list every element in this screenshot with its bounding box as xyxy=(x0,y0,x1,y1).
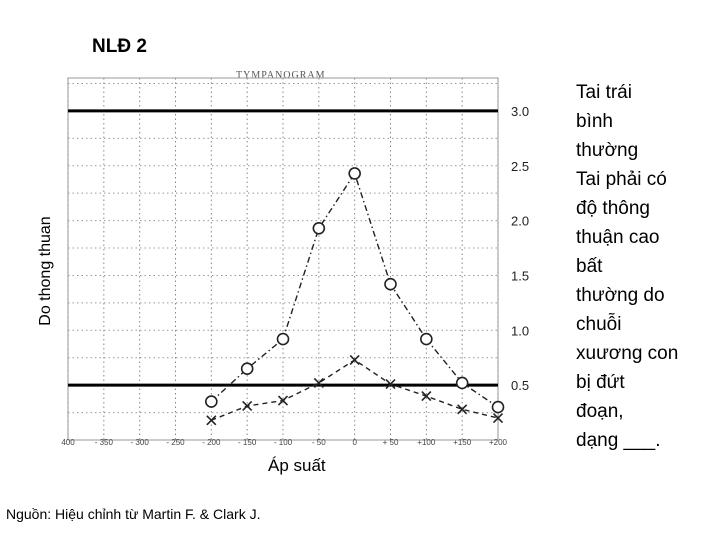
data-point-circle xyxy=(278,334,289,345)
note-line: thường do xyxy=(576,285,665,306)
x-tick-label: 0 xyxy=(352,438,357,447)
data-point-circle xyxy=(349,168,360,179)
note-line: thường xyxy=(576,140,639,161)
y-tick-label: 1.0 xyxy=(511,323,530,339)
note-line: Tai trái xyxy=(576,82,632,103)
note-line: chuỗi xyxy=(576,314,622,335)
x-tick-labels xyxy=(61,438,507,447)
note-line: Tai phải có xyxy=(576,169,667,190)
x-tick-label: + 50 xyxy=(382,438,399,447)
data-point-circle xyxy=(313,223,324,234)
y-tick-label: 2.0 xyxy=(511,213,530,229)
note-line: đoạn, xyxy=(576,401,624,422)
y-tick-label: 1.5 xyxy=(511,268,530,284)
slide-title: NLĐ 2 xyxy=(92,36,147,57)
x-tick-label: - 150 xyxy=(238,438,257,447)
data-point-circle xyxy=(493,402,504,413)
note-line: bị đứt xyxy=(576,372,625,393)
note-line: bất xyxy=(576,256,603,277)
x-tick-label: - 350 xyxy=(94,438,113,447)
data-point-circle xyxy=(421,334,432,345)
data-point-cross xyxy=(422,392,431,401)
x-tick-label: - 50 xyxy=(311,438,326,447)
note-line: độ thông xyxy=(576,198,650,219)
x-tick-label: - 250 xyxy=(166,438,185,447)
data-point-circle xyxy=(242,363,253,374)
x-tick-label: +150 xyxy=(453,438,472,447)
x-tick-label: - 300 xyxy=(130,438,149,447)
data-point-circle xyxy=(206,396,217,407)
note-line: thuận cao xyxy=(576,227,660,248)
source-caption: Nguồn: Hiệu chỉnh từ Martin F. & Clark J. xyxy=(6,506,261,522)
y-tick-label: 0.5 xyxy=(511,378,530,394)
x-tick-label: +100 xyxy=(417,438,436,447)
chart-title: TYMPANOGRAM xyxy=(236,70,326,81)
y-tick-label: 2.5 xyxy=(511,158,530,174)
x-tick-label: - 200 xyxy=(202,438,221,447)
data-point-cross xyxy=(279,396,288,405)
data-point-cross xyxy=(207,416,216,425)
chart-grid xyxy=(68,78,498,440)
notes-panel xyxy=(576,78,716,455)
data-point-circle xyxy=(457,377,468,388)
data-point-cross xyxy=(350,355,359,364)
x-axis-title: Áp suất xyxy=(268,456,326,475)
x-tick-label: - 100 xyxy=(273,438,293,447)
note-line: dạng ___. xyxy=(576,430,661,451)
x-tick-label: 400 xyxy=(61,438,75,447)
y-axis-title: Do thong thuan xyxy=(37,216,54,326)
y-tick-label: 3.0 xyxy=(511,103,530,119)
note-line: xuương con xyxy=(576,343,679,364)
y-tick-labels xyxy=(511,104,529,393)
data-point-circle xyxy=(385,279,396,290)
note-line: bình xyxy=(576,111,613,132)
x-tick-label: +200 xyxy=(488,438,508,447)
